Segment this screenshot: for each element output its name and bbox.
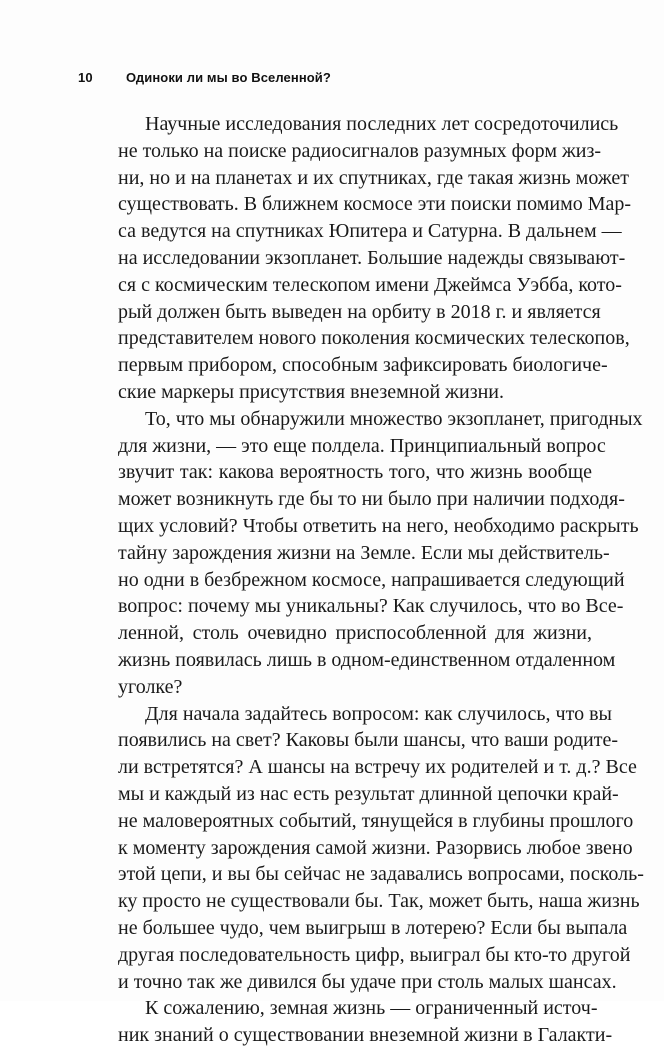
text-line: первым прибором, способным зафиксировать биологиче-: [118, 354, 608, 377]
text-line: ся с космическим телескопом имени Джеймса Уэбба, кото-: [118, 273, 622, 296]
running-header: [78, 70, 331, 85]
text-line: для жизни, — это еще полдела. Принципиальный вопрос: [118, 434, 606, 457]
text-line: появились на свет? Каковы были шансы, что ваши родите-: [118, 729, 619, 752]
text-line: не только на поиске радиосигналов разумных форм жиз-: [118, 139, 602, 162]
text-line: представителем нового поколения космических телескопов,: [118, 327, 630, 350]
text-line: К сожалению, земная жизнь — ограниченный источ-: [145, 997, 598, 1020]
text-line: щих условий? Чтобы ответить на него, необходимо раскрыть: [118, 514, 639, 537]
text-line: рый должен быть выведен на орбиту в 2018 г. и является: [118, 300, 601, 323]
paragraph-2: [118, 406, 643, 701]
paragraph-3: [118, 701, 644, 996]
text-line: ку просто не существовали бы. Так, может быть, наша жизнь: [118, 890, 640, 913]
chapter-title: Одиноки ли мы во Вселенной?: [126, 70, 331, 85]
text-line: мы и каждый из нас есть результат длинной цепочки край-: [118, 782, 619, 805]
text-line: вопрос: почему мы уникальны? Как случилось, что во Все-: [118, 595, 624, 618]
text-line: тайну зарождения жизни на Земле. Если мы действитель-: [118, 541, 610, 564]
text-line: звучит так: какова вероятность того, что жизнь вообще: [118, 461, 592, 484]
text-line: уголке?: [118, 675, 183, 698]
text-line: жизнь появилась лишь в одном-единственном отдаленном: [118, 648, 616, 671]
text-line: ские маркеры присутствия внеземной жизни.: [118, 380, 505, 403]
paragraph-1: [118, 111, 632, 406]
text-line: другая последовательность цифр, выиграл бы кто-то другой: [118, 943, 631, 966]
text-line: ленной, столь очевидно приспособленной для жизни,: [118, 622, 592, 645]
text-line: и точно так же дивился бы удаче при столь малых шансах.: [118, 970, 617, 993]
text-line: но одни в безбрежном космосе, напрашивается следующий: [118, 568, 625, 591]
text-line: ник знаний о существовании внеземной жизни в Галакти-: [118, 1024, 613, 1047]
text-line: Научные исследования последних лет сосредоточились: [145, 113, 619, 135]
text-line: этой цепи, и вы бы сейчас не задавались вопросами, посколь-: [118, 863, 644, 886]
text-line: к моменту зарождения самой жизни. Разорвись любое звено: [118, 836, 633, 859]
body-text: [118, 111, 644, 1049]
paragraph-4: [118, 995, 613, 1049]
text-line: существовать. В ближнем космосе эти поиски помимо Мар-: [118, 193, 632, 216]
text-line: на исследовании экзопланет. Большие надежды связывают-: [118, 246, 626, 269]
text-line: может возникнуть где бы то ни было при наличии подходя-: [118, 488, 625, 511]
text-line: не большее чудо, чем выигрыш в лотерею? Если бы выпала: [118, 916, 628, 939]
text-line: То, что мы обнаружили множество экзопланет, пригодных: [145, 407, 643, 430]
text-line: ли встретятся? А шансы на встречу их родителей и т. д.? Все: [118, 756, 637, 779]
text-line: не маловероятных событий, тянущейся в глубины прошлого: [118, 809, 634, 832]
text-line: са ведутся на спутниках Юпитера и Сатурна. В дальнем —: [118, 220, 622, 243]
page-number: 10: [78, 70, 93, 85]
text-line: Для начала задайтесь вопросом: как случилось, что вы: [145, 702, 612, 725]
text-line: ни, но и на планетах и их спутниках, где такая жизнь может: [118, 166, 630, 189]
